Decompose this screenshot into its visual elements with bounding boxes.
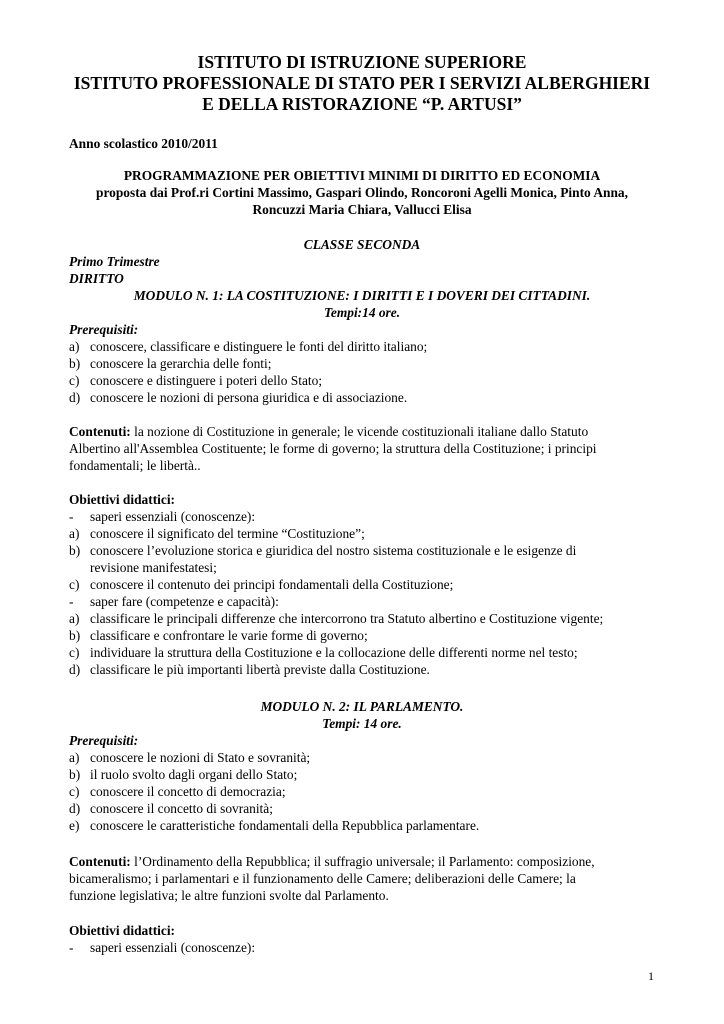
module2-title: MODULO N. 2: IL PARLAMENTO. (260, 699, 464, 714)
institute-name-line3: E DELLA RISTORAZIONE “P. ARTUSI” (202, 94, 522, 114)
module2-objectives-heading: Obiettivi didattici: (69, 923, 176, 938)
subject-label: DIRITTO (69, 271, 124, 286)
module1-contents-line2: Albertino all'Assemblea Costituente; le forme di governo; la struttura della Costituzione; i principi (69, 441, 597, 456)
institute-name-line2: ISTITUTO PROFESSIONALE DI STATO PER I SERVIZI ALBERGHIERI (73, 73, 651, 93)
module1-contents-line3: fondamentali; le libertà.. (69, 458, 201, 473)
module2-contents-line2: bicameralismo; i parlamentari e il funzionamento delle Camere; deliberazioni delle Camere; la (69, 871, 576, 886)
class-title: CLASSE SECONDA (303, 237, 421, 252)
document-page: ISTITUTO DI ISTRUZIONE SUPERIORE ISTITUTO PROFESSIONALE DI STATO PER I SERVIZI ALBERGHIERI E DELLA RISTORAZIONE “P. ARTUSI” Anno scolastico 2010/2011 PROGRAMMAZIONE PER OBIETTIVI MINIMI DI DIRITTO ED ECONOMIA proposta dai Prof.ri Cortini Massimo, Gaspari Olindo, Roncoroni Agelli Monica, Pinto Anna, Roncuzzi Maria Chiara, Vallucci Elisa CLASSE SECONDA Primo Trimestre DIRITTO MODULO N. 1: LA COSTITUZIONE: I DIRITTI E I DOVERI DEI CITTADINI. Tempi:14 ore. Prerequisiti: a) conoscere, classificare e distinguere le fonti del diritto italiano; b) conoscere la gerarchia delle fonti; c) conoscere e distinguere i poteri dello Stato; d) conoscere le nozioni di persona giuridica e di associazione. Contenuti: la nozione di Costituzione in generale; le vicende costituzionali italiane dallo Statuto Albertino all'Assemblea Costituente; le forme di governo; la struttura della Costituzione; i principi fondamentali; le libertà.. Obiettivi didattici: - saperi essenziali (conoscenze): a) conoscere il significato del termine “Costituzione”; b) conoscere l’evoluzione storica e giuridica del nostro sistema costituzionale e le esigenze di revisione manifestatesi; c) conoscere il contenuto dei principi fondamentali della Costituzione; - saper fare (competenze e capacità): a) classificare le principali differenze che intercorrono tra Statuto albertino e Costituzione vigente; b) classificare e confrontare le varie forme di governo; c) individuare la struttura della Costituzione e la collocazione delle differenti norme nel testo; d) classificare le più importanti libertà previste dalla Costituzione. MODULO N. 2: IL PARLAMENTO. Tempi: 14 ore. Prerequisiti: a) conoscere le nozioni di Stato e sovranità; b) il ruolo svolto dagli organi dello Stato; c) conoscere il concetto di democrazia; d) conoscere il concetto di sovranità; e) conoscere le caratteristiche fondamentali della Repubblica parlamentare. Contenuti: l’Ordinamento della Repubblica; il suffragio universale; il Parlamento: composizione, bicameralismo; i parlamentari e il funzionamento delle Camere; deliberazioni delle Camere; la funzione legislativa; le altre funzioni svolte dal Parlamento. Obiettivi didattici: - saperi essenziali (conoscenze): 1 (0, 0, 724, 1024)
module1-time: Tempi:14 ore. (323, 305, 401, 320)
institute-name-line1: ISTITUTO DI ISTRUZIONE SUPERIORE (197, 52, 527, 72)
module2-prereq-heading: Prerequisiti: (69, 733, 139, 748)
module1-prereq-heading: Prerequisiti: (69, 322, 139, 337)
module1-title: MODULO N. 1: LA COSTITUZIONE: I DIRITTI E I DOVERI DEI CITTADINI. (133, 288, 591, 303)
module1-contents-line1: Contenuti: la nozione di Costituzione in generale; le vicende costituzionali italiane dallo Statuto (69, 424, 589, 439)
module2-contents-line1: Contenuti: l’Ordinamento della Repubblica; il suffragio universale; il Parlamento: composizione, (69, 854, 595, 869)
program-authors-line2: Roncuzzi Maria Chiara, Vallucci Elisa (252, 202, 472, 217)
module1-objectives-heading: Obiettivi didattici: (69, 492, 176, 507)
term-label: Primo Trimestre (69, 254, 160, 269)
program-title: PROGRAMMAZIONE PER OBIETTIVI MINIMI DI DIRITTO ED ECONOMIA (123, 168, 601, 183)
module2-time: Tempi: 14 ore. (322, 716, 402, 731)
program-authors-line1: proposta dai Prof.ri Cortini Massimo, Gaspari Olindo, Roncoroni Agelli Monica, Pinto Anna, (96, 185, 628, 200)
page-number: 1 (648, 969, 654, 983)
school-year: Anno scolastico 2010/2011 (69, 136, 218, 151)
module2-contents-line3: funzione legislativa; le altre funzioni svolte dal Parlamento. (69, 888, 389, 903)
